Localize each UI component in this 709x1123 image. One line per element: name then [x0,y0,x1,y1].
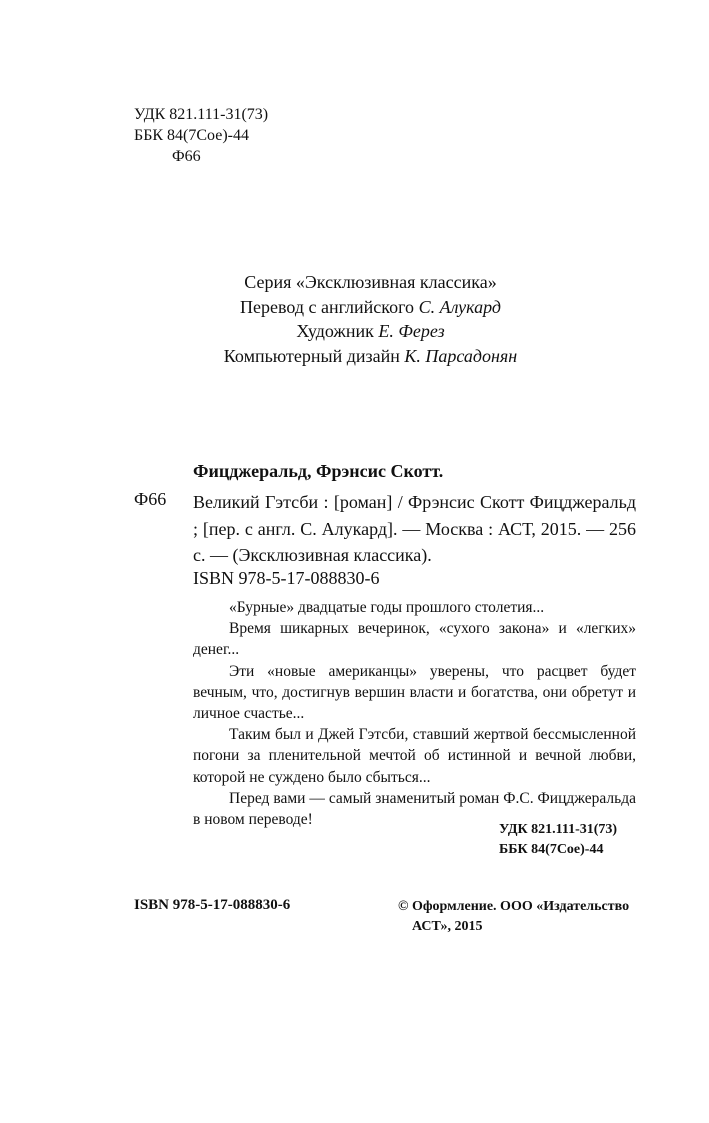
designer-name: К. Парсадонян [404,345,518,366]
artist-label: Художник [296,321,374,341]
footer-bbk: ББК 84(7Сое)-44 [499,842,604,857]
bibliographic-description: Великий Гэтсби : [роман] / Фрэнсис Скотт Фицджеральд ; [пер. с англ. С. Алукард]. — Москва : АСТ, 2015. — 256 с. — (Эксклюзивная классика). [193,492,636,565]
translation-label: Перевод с английского [239,296,415,317]
annotation-paragraph: «Бурные» двадцатые годы прошлого столетия... [229,599,545,616]
footer-codes [499,820,617,860]
annotation-paragraph: Перед вами — самый знаменитый роман Ф.С. Фицджеральда в новом переводе! [193,789,636,829]
copyright-notice [398,897,638,937]
credits-block [0,270,709,368]
annotation-paragraph: Время шикарных вечеринок, «сухого закона» и «легких» денег... [193,620,636,659]
isbn-line: ISBN 978-5-17-088830-6 [193,568,380,588]
copyright-line-2: АСТ», 2015 [412,919,483,934]
footer-udk: УДК 821.111-31(73) [499,822,618,837]
bbk-code: ББК 84(7Сое)-44 [134,127,249,144]
udk-code: УДК 821.111-31(73) [134,106,269,123]
artist-line [0,319,709,344]
classification-block [134,104,268,167]
translator-name: С. Алукард [418,296,502,317]
series-line: Серия «Эксклюзивная классика» [244,272,497,292]
annotation-paragraph: Таким был и Джей Гэтсби, ставший жертвой бессмысленной погони за пленительной мечтой об истинной и вечной любви, которой не суждено было сбыться... [193,726,636,786]
annotation-paragraph: Эти «новые американцы» уверены, что расцвет будет вечным, что, достигнув вершин власти и богатства, они обретут и личное счастье... [193,662,636,723]
artist-name: Е. Ферез [378,321,445,341]
author-heading: Фицджеральд, Фрэнсис Скотт. [193,461,444,481]
author-mark: Ф66 [172,148,201,165]
annotation [193,597,636,830]
footer-isbn: ISBN 978-5-17-088830-6 [134,897,291,913]
design-line [0,344,709,369]
translation-line [0,295,709,320]
entry-code: Ф66 [134,489,167,509]
design-label: Компьютерный дизайн [223,345,400,366]
copyright-line-1: © Оформление. ООО «Издательство [398,899,630,914]
